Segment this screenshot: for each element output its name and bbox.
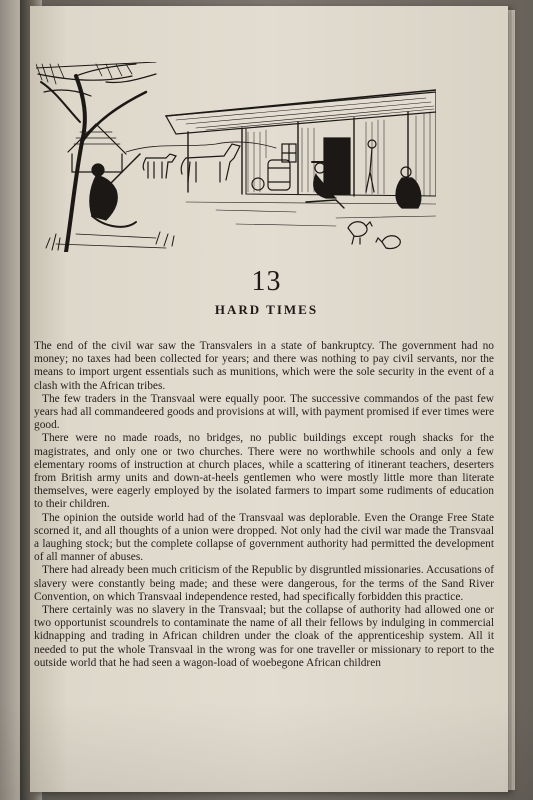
chapter-body [34, 340, 494, 670]
chapter-number: 13 [251, 266, 282, 297]
paragraph: There were no made roads, no bridges, no public buildings except rough shacks for the magistrates, and only one or two churches. There were no worthwhile schools and only a few elementary rooms of instruction at church places, while a scattering of itinerant teachers, deserters from British army units and down-at-heels gentlemen who were mostly little more than literate themselves, were eagerly employed by the isolated farmers to impart some rudiments of education to their children. [34, 432, 494, 511]
paragraph: There certainly was no slavery in the Transvaal; but the collapse of authority had allowed one or two opportunist scoundrels to contaminate the name of all their fellows by indulging in commercial kidnapping and trading in African children under the cloak of the apprenticeship system. All it needed to put the whole Transvaal in the wrong was for one traveller or missionary to report to the outside world that he had seen a wagon-load of woebegone African children [34, 604, 494, 669]
paragraph: There had already been much criticism of the Republic by disgruntled missionaries. Accusations of slavery were constantly being made; and these were dangerous, for the terms of the Sand River Convention, on which Transvaal independence rested, had specifically forbidden this practice. [34, 564, 494, 603]
paragraph: The opinion the outside world had of the Transvaal was deplorable. Even the Orange Free State scorned it, and all thoughts of a union were dropped. Not only had the civil war made the Transvaal a laughing stock; but the complete collapse of government authority had permitted the development of all manner of abuses. [34, 511, 494, 564]
paragraph: The few traders in the Transvaal were equally poor. The successive commandos of the past few years had all commandeered goods and provisions at will, with payment promised if ever times were good. [34, 392, 494, 432]
chapter-illustration [36, 62, 436, 252]
paragraph: The end of the civil war saw the Transvalers in a state of bankruptcy. The government had no money; no taxes had been collected for years; and there was nothing to pay civil servants, nor the means to import urgent essentials such as munitions, which were the sole security in the event of a clash with the African tribes. [34, 340, 494, 392]
chapter-title: HARD TIMES [214, 302, 319, 317]
